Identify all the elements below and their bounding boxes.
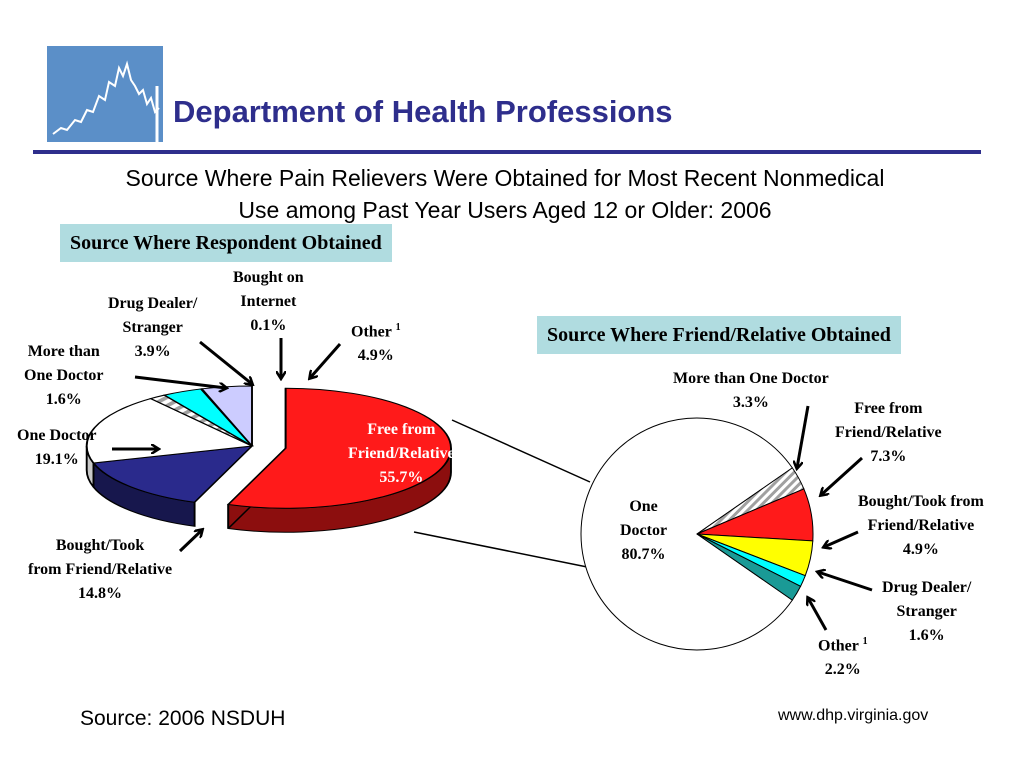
arrow-other-left xyxy=(310,344,340,378)
label-right-free: Free from Friend/Relative 7.3% xyxy=(835,400,942,465)
label-left-one-doctor: One Doctor 19.1% xyxy=(17,427,97,468)
label-right-bought-took: Bought/Took from Friend/Relative 4.9% xyxy=(858,493,984,558)
label-left-dealer: Drug Dealer/ Stranger 3.9% xyxy=(108,295,198,360)
label-right-more-than: More than One Doctor 3.3% xyxy=(673,370,829,411)
connector-bottom xyxy=(414,532,602,570)
chart-title-line-2: Use among Past Year Users Aged 12 or Older: 2006 xyxy=(238,197,772,223)
arrow-other-right xyxy=(808,598,826,630)
arrow-dealer-right xyxy=(818,572,872,590)
label-left-more-than: More than One Doctor 1.6% xyxy=(24,343,104,408)
site-url[interactable]: www.dhp.virginia.gov xyxy=(778,707,929,724)
chart-title-line-1: Source Where Pain Relievers Were Obtained for Most Recent Nonmedical xyxy=(125,165,885,191)
arrow-bought-took-left xyxy=(180,530,202,551)
arrow-bought-took-right xyxy=(824,532,858,547)
label-left-free: Free from Friend/Relative 55.7% xyxy=(348,421,455,486)
label-left-internet: Bought on Internet 0.1% xyxy=(233,269,304,334)
label-right-other: Other $^1$ 2.2% xyxy=(818,636,868,679)
arrow-drug-dealer xyxy=(200,342,252,384)
page-title: Department of Health Professions xyxy=(173,94,673,129)
right-pie-title: Source Where Friend/Relative Obtained xyxy=(537,316,901,354)
label-left-other: Other $^1$ 4.9% xyxy=(351,322,401,365)
label-right-one-doctor: One Doctor 80.7% xyxy=(620,498,668,563)
arrow-more-than-one-doctor-right xyxy=(797,406,808,468)
left-pie-title: Source Where Respondent Obtained xyxy=(60,224,392,262)
right-pie xyxy=(581,418,813,650)
connector-top xyxy=(452,420,590,482)
source-note: Source: 2006 NSDUH xyxy=(80,707,286,730)
label-left-bought-took: Bought/Took from Friend/Relative 14.8% xyxy=(28,537,173,602)
arrow-more-than-one-doctor xyxy=(135,377,226,388)
label-right-dealer: Drug Dealer/ Stranger 1.6% xyxy=(882,579,972,644)
